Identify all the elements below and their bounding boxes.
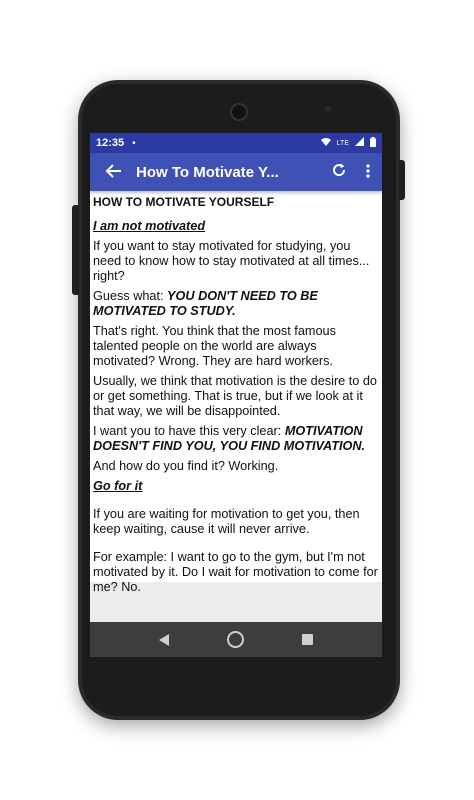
signal-icon (355, 137, 364, 149)
volume-button (72, 205, 79, 295)
status-bar (90, 133, 382, 153)
emphasis-text: MOTIVATION DOESN'T FIND YOU, YOU FIND MOTIVATION. (93, 424, 366, 453)
article-heading: HOW TO MOTIVATE YOURSELF (93, 195, 275, 209)
nav-recents-icon[interactable] (302, 634, 313, 645)
navigation-bar (90, 622, 382, 657)
more-vert-icon (366, 162, 370, 182)
back-button[interactable] (90, 161, 136, 184)
paragraph (93, 424, 379, 454)
arrow-left-icon (105, 161, 121, 183)
wifi-icon (321, 137, 331, 149)
paragraph-text: I want you to have this very clear: (93, 424, 285, 438)
article-content[interactable] (90, 195, 382, 594)
refresh-icon (332, 162, 346, 181)
paragraph: For example: I want to go to the gym, but I'm not motivated by it. Do I wait for motivation to come for me? No. (93, 550, 378, 594)
nav-back-icon[interactable] (159, 634, 169, 646)
battery-icon (370, 137, 376, 150)
network-label: LTE (336, 139, 349, 147)
status-time: 12:35 (96, 137, 125, 149)
front-camera (230, 103, 248, 121)
page-title: How To Motivate Y... (136, 163, 279, 181)
paragraph-text: Guess what: (93, 289, 168, 303)
paragraph: And how do you find it? Working. (93, 459, 279, 473)
app-bar (90, 153, 382, 191)
status-icons (321, 137, 376, 150)
notification-dot: • (132, 137, 136, 149)
paragraph: If you want to stay motivated for studying, you need to know how to stay motivated at all times... right? (93, 239, 370, 283)
section-title-not-motivated: I am not motivated (93, 219, 206, 233)
power-button (399, 160, 405, 200)
refresh-button[interactable] (324, 162, 354, 182)
more-options-button[interactable] (354, 162, 382, 183)
nav-home-icon[interactable] (227, 631, 244, 648)
proximity-sensor (325, 106, 331, 112)
paragraph: That's right. You think that the most famous talented people on the world are always motivated? Wrong. They are hard workers. (93, 324, 336, 368)
paragraph (93, 289, 379, 319)
section-title-go-for-it: Go for it (93, 479, 143, 493)
emphasis-text: YOU DON'T NEED TO BE MOTIVATED TO STUDY. (93, 289, 318, 318)
paragraph: If you are waiting for motivation to get you, then keep waiting, cause it will never arrive. (93, 507, 360, 536)
spacer (93, 542, 379, 550)
phone-screen (90, 133, 382, 653)
paragraph: Usually, we think that motivation is the desire to do or get something. That is true, but if we look at it that way, we will be disappointed. (93, 374, 377, 418)
spacer (93, 499, 379, 507)
